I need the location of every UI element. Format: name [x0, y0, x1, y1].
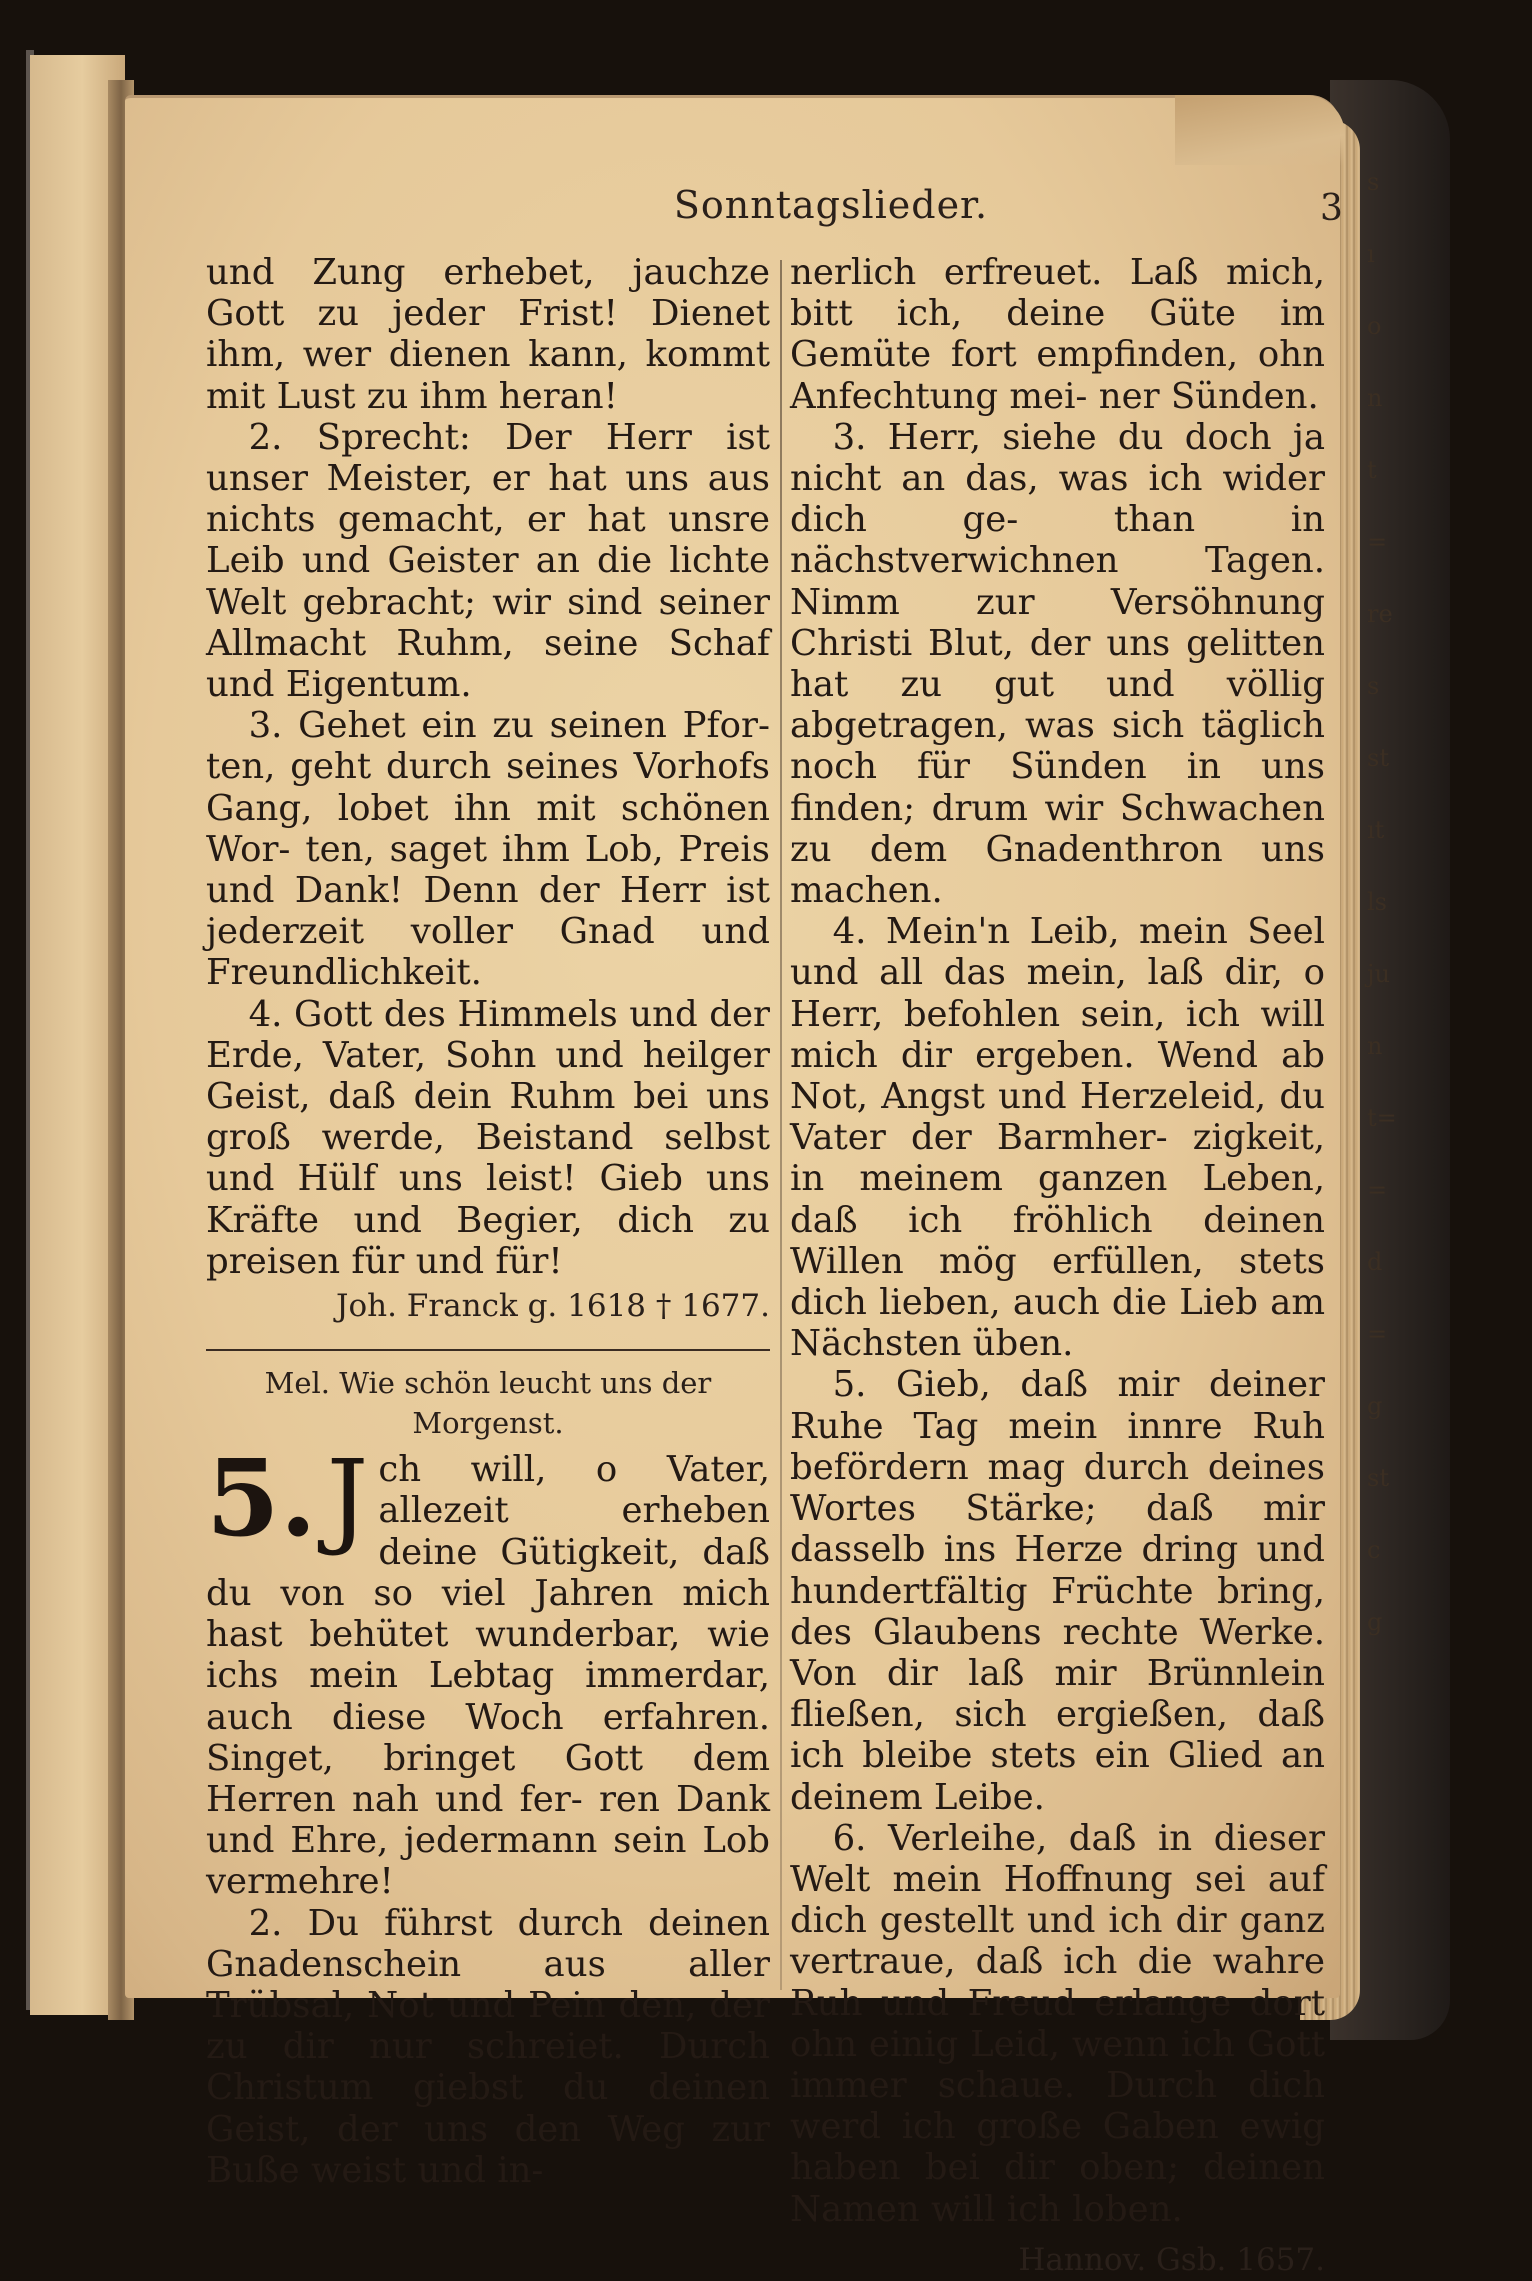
left-column — [206, 252, 770, 2191]
melody-note: Mel. Wie schön leucht uns der Morgenst. — [264, 1366, 712, 1441]
stanza-3: 3. Gehet ein zu seinen Pfor- ten, geht durch seines Vorhofs Gang, lobet ihn mit schönen Wor- ten, saget ihm Lob, Preis und Dank! Denn der Herr ist jederzeit voller Gnad und Freundlichkeit. — [206, 705, 770, 994]
edge-fragment: ls — [1367, 888, 1387, 916]
hymn-5-stanza-1 — [206, 1435, 770, 1903]
hymn-separator — [206, 1349, 770, 1351]
page-number: 3 — [1320, 188, 1343, 229]
edge-fragment: t — [1367, 456, 1377, 484]
edge-fragment: ı — [1367, 240, 1375, 268]
edge-fragment: t= — [1367, 1104, 1397, 1132]
hymn-5-stanza-1-text: ch will, o Vater, allezeit erheben deine Gütigkeit, daß du von so viel Jahren mich hast behütet wunderbar, wie ichs mein Lebtag immerdar, auch diese Woch erfahren. Singet, bringet Gott dem Herren nah und fer- ren Dank und Ehre, jedermann sein Lob vermehre! — [206, 1449, 770, 1903]
edge-fragment: re — [1367, 600, 1393, 628]
edge-fragment: st — [1367, 744, 1389, 772]
edge-fragment: n — [1367, 384, 1383, 412]
edge-fragment: = — [1367, 1320, 1388, 1348]
edge-fragment: c — [1367, 1536, 1381, 1564]
edge-fragment: o — [1367, 312, 1382, 340]
stanza-continuation: und Zung erhebet, jauchze Gott zu jeder Frist! Dienet ihm, wer dienen kann, kommt mit Lust zu ihm heran! — [206, 252, 770, 417]
running-head: Sonntagslieder. — [673, 183, 989, 227]
column-divider — [780, 260, 782, 1990]
edge-fragment: ju — [1367, 960, 1390, 988]
right-column — [790, 252, 1325, 2281]
edge-fragment: = — [1367, 528, 1388, 556]
edge-fragment: g — [1367, 1608, 1383, 1636]
stanza-2: 2. Sprecht: Der Herr ist unser Meister, er hat uns aus nichts gemacht, er hat unsre Leib und Geister an die lichte Welt gebracht; wir sind seiner Allmacht Ruhm, seine Schaf und Eigentum. — [206, 416, 770, 706]
hymn-author: Joh. Franck g. 1618 † 1677. — [336, 1288, 770, 1325]
edge-fragment: g — [1367, 1392, 1383, 1420]
stanza-5: 5. Gieb, daß mir deiner Ruhe Tag mein innre Ruh befördern mag durch deines Wortes Stärke; daß mir dasselb ins Herze dring und hundertfältig Früchte bring, des Glaubens rechte Werke. Von dir laß mir Brünnlein fließen, sich ergießen, daß ich bleibe stets ein Glied an deinem Leibe. — [790, 1364, 1325, 1818]
edge-fragment: n — [1367, 1032, 1383, 1060]
stanza-6: 6. Verleihe, daß in dieser Welt mein Hoffnung sei auf dich gestellt und ich dir ganz vertraue, daß ich die wahre Ruh und Freud erlange dort ohn einig Leid, wenn ich Gott immer schaue. Durch dich werd ich große Gaben ewig haben bei dir oben; deinen Namen will ich loben. — [790, 1817, 1325, 2230]
edge-fragment: ıt — [1367, 816, 1385, 844]
stanza-4: 4. Mein'n Leib, mein Seel und all das mein, laß dir, o Herr, befohlen sein, ich will mich dir ergeben. Wend ab Not, Angst und Herzeleid, du Vater der Barmher- zigkeit, in meinem ganzen Leben, daß ich fröhlich deinen Willen mög erfüllen, stets dich lieben, auch die Lieb am Nächsten üben. — [790, 911, 1325, 1365]
next-page-edge-text — [1367, 170, 1407, 1682]
hymn-5-stanza-2: 2. Du führst durch deinen Gnadenschein aus aller Trübsal, Not und Pein den, der zu dir nur schreiet. Durch Christum giebst du deinen Geist, der uns den Weg zur Buße weist und in- — [206, 1902, 770, 2191]
drop-cap: J — [326, 1437, 369, 1560]
stanza-2-continuation: nerlich erfreuet. Laß mich, bitt ich, deine Güte im Gemüte fort empfinden, ohn Anfechtung mei- ner Sünden. — [790, 252, 1325, 417]
hymn-number: 5. — [206, 1435, 317, 1561]
worn-page-corner — [1175, 95, 1345, 165]
hymnal-source: Hannov. Gsb. 1657. — [1018, 2241, 1325, 2278]
edge-fragment: s — [1367, 168, 1380, 196]
stanza-3: 3. Herr, siehe du doch ja nicht an das, was ich wider dich ge- than in nächstverwichnen Tagen. Nimm zur Versöhnung Christi Blut, der uns gelitten hat zu gut und völlig abgetragen, was sich täglich noch für Sünden in uns finden; drum wir Schwachen zu dem Gnadenthron uns machen. — [790, 416, 1325, 912]
edge-fragment: s — [1367, 672, 1380, 700]
edge-fragment: st — [1367, 1464, 1389, 1492]
edge-fragment: = — [1367, 1176, 1388, 1204]
stanza-4: 4. Gott des Himmels und der Erde, Vater, Sohn und heilger Geist, daß dein Ruhm bei uns groß werde, Beistand selbst und Hülf uns leist! Gieb uns Kräfte und Begier, dich zu preisen für und für! — [206, 993, 770, 1282]
edge-fragment: d — [1367, 1248, 1383, 1276]
